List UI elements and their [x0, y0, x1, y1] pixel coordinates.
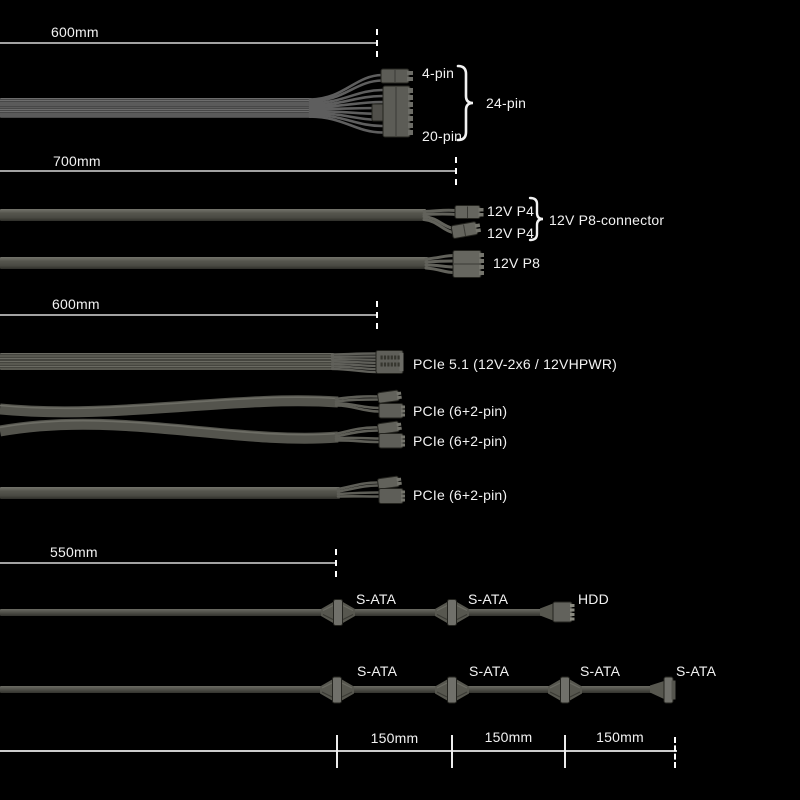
label-24pin: 24-pin [486, 95, 527, 111]
measure-label-atx: 600mm [51, 24, 99, 40]
pcie-gen5-connector [376, 351, 404, 374]
label-12v-p8: 12V P8 [493, 255, 541, 271]
pcie-set3-6pin-connector [379, 489, 405, 504]
pcie-gen5-fan-wires [332, 354, 377, 373]
pcie-set1-fan-wires [336, 396, 379, 411]
atx-fan-wires [310, 75, 383, 133]
pcie-set1-6pin-connector [379, 404, 405, 419]
label-pcie-2: PCIe (6+2-pin) [413, 433, 508, 449]
label-sata-r1-2: S-ATA [468, 591, 509, 607]
label-150mm-3: 150mm [596, 729, 644, 745]
label-pcie-gen5: PCIe 5.1 (12V-2x6 / 12VHPWR) [413, 356, 618, 372]
label-hdd: HDD [578, 591, 609, 607]
segment-scale-line [0, 750, 677, 752]
sata-end-connector [650, 677, 676, 703]
measure-label-sata: 550mm [50, 544, 98, 560]
sata-connector [435, 600, 469, 626]
cpu-p8-connector [453, 251, 484, 278]
sata-connector [321, 600, 355, 626]
label-sata-r2-4: S-ATA [676, 663, 717, 679]
label-4pin: 4-pin [422, 65, 455, 81]
label-pcie-1: PCIe (6+2-pin) [413, 403, 508, 419]
pcie-pair-cables [0, 397, 338, 438]
sata-connector [435, 677, 469, 703]
cpu-p8-fan-wires [426, 256, 454, 273]
pcie-set3-fan-wires [338, 483, 379, 497]
pcie-set2-6pin-connector [379, 434, 405, 449]
label-150mm-1: 150mm [370, 730, 419, 746]
pcie-set3-2pin-connector [377, 476, 402, 490]
label-12v-p4-top: 12V P4 [487, 203, 535, 219]
hdd-connector [540, 602, 575, 622]
pcie-set1-2pin-connector [377, 390, 402, 404]
atx-20pin-connector [372, 86, 413, 137]
measure-label-pcie: 600mm [52, 296, 100, 312]
pcie-set2-2pin-connector [377, 421, 402, 435]
cpu-p4-connector-top [455, 206, 484, 219]
label-sata-r2-2: S-ATA [469, 663, 510, 679]
label-sata-r2-3: S-ATA [580, 663, 621, 679]
label-150mm-2: 150mm [484, 729, 533, 745]
pcie-set2-fan-wires [336, 427, 379, 442]
sata-connector [548, 677, 582, 703]
label-12v-p8-connector: 12V P8-connector [549, 212, 665, 228]
measure-label-cpu: 700mm [53, 153, 101, 169]
atx-4pin-connector [381, 69, 413, 83]
sata-connector [320, 677, 354, 703]
label-20pin: 20-pin [422, 128, 463, 144]
label-sata-r2-1: S-ATA [357, 663, 398, 679]
label-sata-r1-1: S-ATA [356, 591, 397, 607]
label-12v-p4-bottom: 12V P4 [487, 225, 535, 241]
cpu-p4-connector-bottom [451, 221, 481, 239]
label-pcie-3: PCIe (6+2-pin) [413, 487, 508, 503]
